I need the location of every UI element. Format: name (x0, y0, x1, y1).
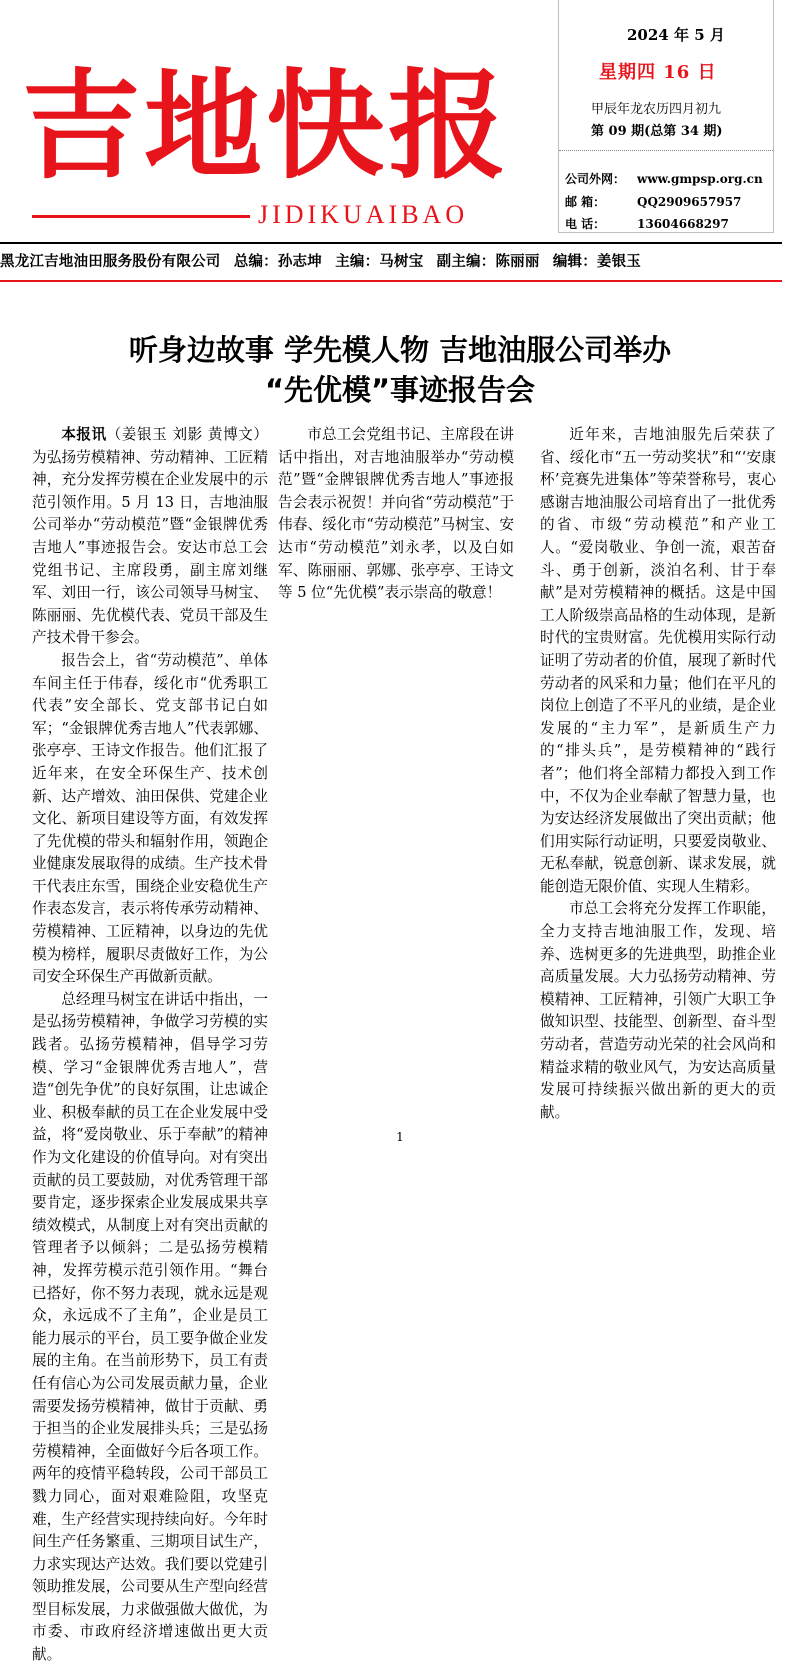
masthead-pinyin: JIDIKUAIBAO (258, 200, 469, 229)
article-paragraph-3: 总经理马树宝在讲话中指出，一是弘扬劳模精神，争做学习劳模的实践者。弘扬劳模精神，倡导学习劳模、学习“金银牌优秀吉地人”，营造“创先争优”的良好氛围，让忠诚企业、积极奉献的员工在企业发展中受益，将“爱岗敬业、乐于奉献”的精神作为文化建设的价值导向。对有突出贡献的员工要鼓励，对优秀管理干部要肯定，逐步探索企业发展成果共享绩效模式，从制度上对有突出贡献的管理者予以倾斜；二是弘扬劳模精神，发挥劳模示范引领作用。“舞台已搭好，你不努力表现，就永远是观众，永远成不了主角”，企业是员工能力展示的平台，员工要争做企业发展的主角。在当前形势下，员工有责任有信心为公司发展贡献力量，企业需要发扬劳模精神，做甘于贡献、勇于担当的企业发展排头兵；三是弘扬劳模精神，全面做好今后各项工作。两年的疫情平稳转段，公司干部员工戮力同心，面对艰难险阻，攻坚克难，生产经营实现持续向好。今年时间生产任务繁重、三期项目试生产，力求实现达产达效。我们要以党建引领助推发展，公司要从生产型向经营型目标发展，力求做强做大做优，为市委、市政府经济增速做出更大贡献。 (32, 990, 268, 1664)
article-column-2 (278, 424, 514, 1124)
page-number: 1 (396, 1130, 404, 1144)
article-paragraph-4: 市总工会党组书记、主席段在讲话中指出，对吉地油服举办“劳动模范”暨“金牌银牌优秀吉地人”事迹报告会表示祝贺！并向省“劳动模范”于伟春、绥化市“劳动模范”马树宝、安达市“劳动模范”刘永孝，以及白如军、陈丽丽、郭娜、张亭亭、王诗文等 5 位“先优模”表示崇高的敬意！ (278, 426, 514, 602)
issue-number: 第 09 期(总第 34 期) (591, 124, 723, 139)
article-headline (0, 330, 800, 410)
article-paragraph-1 (32, 424, 268, 650)
headline-line-2: “先优模”事迹报告会 (264, 373, 536, 407)
issue-info-box (558, 0, 774, 233)
masthead-rule (32, 215, 250, 218)
masthead-title: 吉地快报 (22, 57, 511, 195)
editor: 编辑：姜银玉 (552, 253, 642, 270)
phone-row (565, 215, 729, 232)
info-divider (559, 150, 773, 151)
phone-value: 13604668297 (637, 217, 729, 231)
article-column-1 (32, 424, 268, 1664)
issue-weekday: 星期四 16 日 (599, 62, 717, 83)
editor-in-chief: 主编：马树宝 (335, 253, 424, 270)
headline-line-1: 听身边故事 学先模人物 吉地油服公司举办 (128, 333, 672, 367)
lunar-date: 甲辰年龙农历四月初九 (591, 102, 722, 117)
website-label: 公司外网： (565, 172, 626, 186)
chief-editor: 总编：孙志坤 (233, 253, 322, 270)
website-row (565, 170, 763, 187)
email-label: 邮 箱： (565, 195, 606, 209)
article-paragraph-6: 市总工会将充分发挥工作职能，全力支持吉地油服工作，发现、培养、选树更多的先进典型，助推企业高质量发展。大力弘扬劳动精神、劳模精神、工匠精神，引领广大职工争做知识型、技能型、创新型、奋斗型劳动者，营造劳动光荣的社会风尚和精益求精的敬业风气，为安达高质量发展可持续振兴做出新的更大的贡献。 (540, 900, 776, 1121)
issue-date: 2024 年 5 月 (627, 26, 725, 44)
article-column-3 (540, 424, 776, 1124)
staff-band (0, 242, 782, 282)
email-value: QQ2909657957 (637, 195, 742, 209)
paragraph-1-text: （姜银玉 刘影 黄博文）为弘扬劳模精神、劳动精神、工匠精神，充分发挥劳模在企业发展中的示范引领作用。5 月 13 日，吉地油服公司举办“劳动模范”暨“金银牌优秀吉地人”事迹报告会。安达市总工会党组书记、主席段勇，副主席刘继军、刘田一行，该公司领导马树宝、陈丽丽、先优模代表、党员干部及生产技术骨干参会。 (32, 426, 268, 647)
email-row (565, 193, 741, 210)
deputy-editor: 副主编：陈丽丽 (436, 253, 540, 270)
phone-label: 电 话： (565, 217, 606, 231)
company-name: 黑龙江吉地油田服务股份有限公司 (0, 253, 221, 270)
article-lead: 本报讯 (61, 426, 107, 443)
article-paragraph-5: 近年来，吉地油服先后荣获了省、绥化市“五一劳动奖状”和“‘安康杯’竞赛先进集体”等荣誉称号，衷心感谢吉地油服公司培育出了一批优秀的省、市级“劳动模范”和产业工人。“爱岗敬业、争创一流，艰苦奋斗、勇于创新，淡泊名利、甘于奉献”是对劳模精神的概括。这是中国工人阶级崇高品格的生动体现，是新时代的宝贵财富。先优模用实际行动证明了劳动者的价值，展现了新时代劳动者的风采和力量；他们在平凡的岗位上创造了不平凡的业绩，是企业发展的“主力军”，是新质生产力的“排头兵”，是劳模精神的“践行者”；他们将全部精力都投入到工作中，不仅为企业奉献了智慧力量，也为安达经济发展做出了突出贡献；他们用实际行动证明，只要爱岗敬业、无私奉献，锐意创新、谋求发展，就能创造无限价值、实现人生精彩。 (540, 426, 776, 895)
article-paragraph-2: 报告会上，省“劳动模范”、单体车间主任于伟春，绥化市“优秀职工代表”安全部长、党支部书记白如军；“金银牌优秀吉地人”代表郭娜、张亭亭、王诗文作报告。他们汇报了近年来，在安全环保生产、技术创新、达产增效、油田保供、党建企业文化、新项目建设等方面，有效发挥了先优模的带头和辐射作用，领跑企业健康发展取得的成绩。生产技术骨干代表庄东雪，围绕企业安稳优生产作表态发言，表示将传承劳动精神、劳模精神、工匠精神，以身边的先优模为榜样，履职尽责做好工作，为公司安全环保生产再做新贡献。 (32, 651, 268, 986)
website-link[interactable]: www.gmpsp.org.cn (637, 172, 763, 186)
